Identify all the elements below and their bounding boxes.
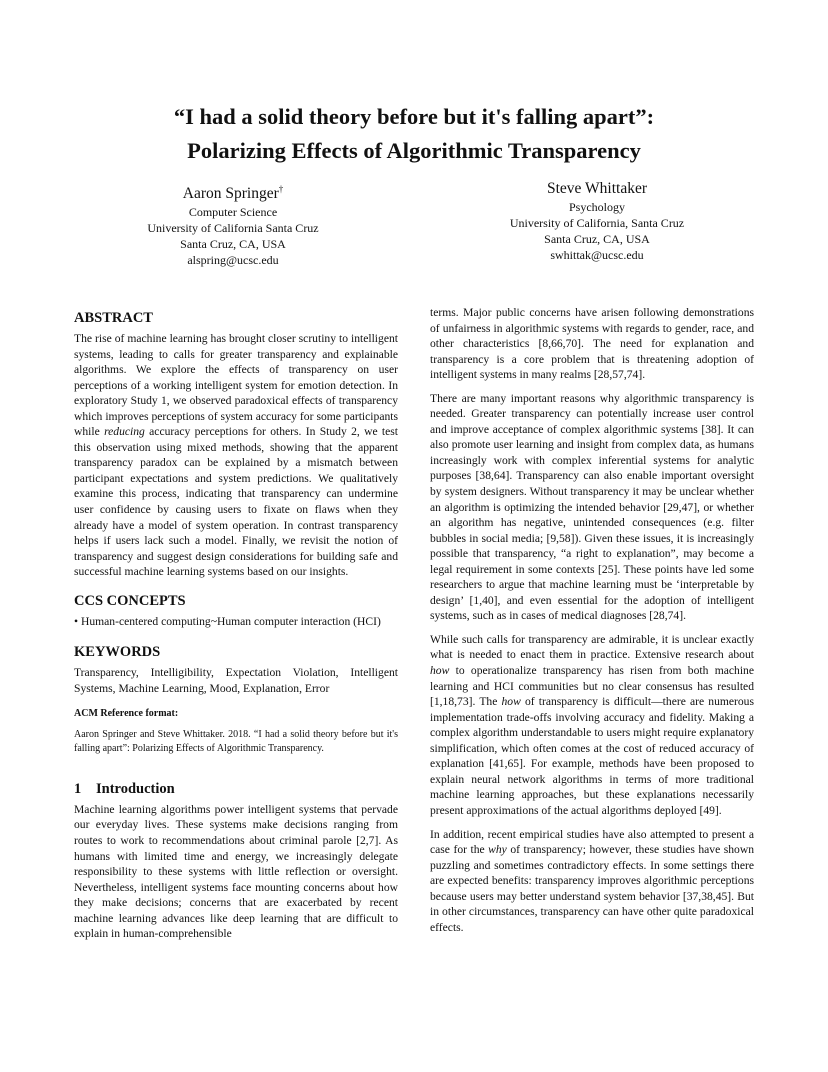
introduction-text: Machine learning algorithms power intelligent systems that pervade our everyday lives. These systems make decisions ranging from routes to work to recommendations about criminal parole [2,7]. As humans with limited time and energy, we increasingly delegate responsibility to these systems with little reflection or oversight. Nevertheless, intelligent systems face mounting concerns about how they make decisions; concerns that are exacerbated by recent machine learning advances like deep learning that are difficult to explain in human-comprehensible	[74, 802, 398, 941]
left-column	[74, 309, 398, 942]
title-line-2: Polarizing Effects of Algorithmic Transparency	[187, 138, 641, 163]
author-block-1	[100, 179, 366, 268]
author-location: Santa Cruz, CA, USA	[180, 237, 286, 252]
author-university: University of California Santa Cruz	[147, 221, 319, 236]
paragraph-calls-for-transparency: While such calls for transparency are admirable, it is unclear exactly what is needed to enact them in practice. Extensive research about how to operationalize transparency has risen from both machine learning and HCI communities but no clear consensus has resulted [1,18,73]. The how of transparency is difficult—there are numerous implementation trade-offs involving accuracy and fidelity. Making a complex algorithm understandable to users might require explanatory simplification, which often comes at the cost of reduced accuracy of explanation [41,65]. For example, methods have been proposed to explain neural network algorithms in terms of more traditional machine learning approaches, but these explanations necessarily present approximations of the actual algorithms deployed [49].	[430, 632, 754, 817]
keywords-text: Transparency, Intelligibility, Expectation Violation, Intelligent Systems, Machine Learning, Mood, Explanation, Error	[74, 666, 398, 695]
introduction-heading: 1 Introduction	[74, 780, 175, 797]
author-email[interactable]: alspring@ucsc.edu	[187, 253, 279, 268]
ccs-text: • Human-centered computing~Human computer interaction (HCI)	[74, 614, 381, 628]
author-block-2	[464, 179, 730, 263]
author-footnote-mark: †	[278, 184, 284, 194]
paragraph-transparency-reasons: There are many important reasons why algorithmic transparency is needed. Greater transparency can potentially increase user control and improve acceptance of complex algorithmic systems [38]. It can also promote user learning and insight from complex data, as humans increasingly work with complex inferential systems for analytic purposes [38,64]. Transparency can also enable important oversight by system designers. Without transparency it may be unclear whether an algorithm is optimizing the intended behavior [29,47], or whether an algorithm has negative, unintended consequences (e.g. filter bubbles in social media; [9,58]). Given these issues, it is increasingly possible that transparency, “a right to explanation”, may become a legal requirement in some contexts [25]. These points have led some researchers to argue that machine learning must be ‘interpretable by design’ [1,40], and even essential for the adoption of intelligent systems, such as in cases of medical diagnoses [28,74].	[430, 391, 754, 623]
author-location: Santa Cruz, CA, USA	[544, 232, 650, 246]
author-name: Steve Whittaker	[546, 180, 647, 197]
title-line-1: “I had a solid theory before but it's falling apart”:	[173, 104, 655, 129]
keywords-heading: KEYWORDS	[74, 644, 161, 661]
paper-title	[60, 100, 768, 168]
abstract-heading: ABSTRACT	[74, 310, 153, 326]
ccs-heading: CCS CONCEPTS	[74, 592, 186, 609]
paragraph-empirical-studies: In addition, recent empirical studies have also attempted to present a case for the why of transparency; however, these studies have shown puzzling and sometimes contradictory effects. In some settings there are expected benefits: transparency improves algorithmic perceptions because users may better understand system behavior [37,38,45]. But in other circumstances, transparency can have other quite paradoxical effects.	[430, 827, 755, 934]
acm-reference-heading: ACM Reference format:	[74, 708, 179, 720]
section-number: 1	[74, 780, 82, 797]
paragraph-continuation: terms. Major public concerns have arisen following demonstrations of unfairness in algorithmic systems with regards to gender, race, and other characteristics [8,66,70]. The need for explanation and transparency is a core problem that is threatening adoption of intelligent systems in many realms [28,57,74].	[430, 306, 754, 382]
abstract-text: The rise of machine learning has brought closer scrutiny to intelligent systems, leading to calls for greater transparency and explainable algorithms. We explore the effects of transparency on user perceptions of a working intelligent system for emotion detection. In exploratory Study 1, we observed paradoxical effects of transparency which improves perceptions of system accuracy for some participants while reducing accuracy perceptions for others. In Study 2, we test this observation using mixed methods, showing that the apparent transparency paradox can be explained by a mismatch between participant expectations and system predictions. We qualitatively examine this process, indicating that transparency can undermine user confidence by causing users to fixate on flaws when they already have a model of system operation. In contrast transparency helps if users lack such a model. Finally, we revisit the notion of transparency and suggest design considerations for building safe and successful machine learning systems based on our insights.	[74, 332, 398, 579]
acm-reference-text: Aaron Springer and Steve Whittaker. 2018. “I had a solid theory before but it's falling apart”: Polarizing Effects of Algorithmic Transparency.	[74, 728, 398, 754]
author-name: Aaron Springer†	[182, 184, 284, 203]
author-university: University of California, Santa Cruz	[509, 216, 685, 230]
right-column	[430, 305, 754, 935]
author-department: Psychology	[568, 200, 625, 214]
author-department: Computer Science	[188, 205, 278, 220]
author-email[interactable]: swhittak@ucsc.edu	[550, 248, 644, 262]
